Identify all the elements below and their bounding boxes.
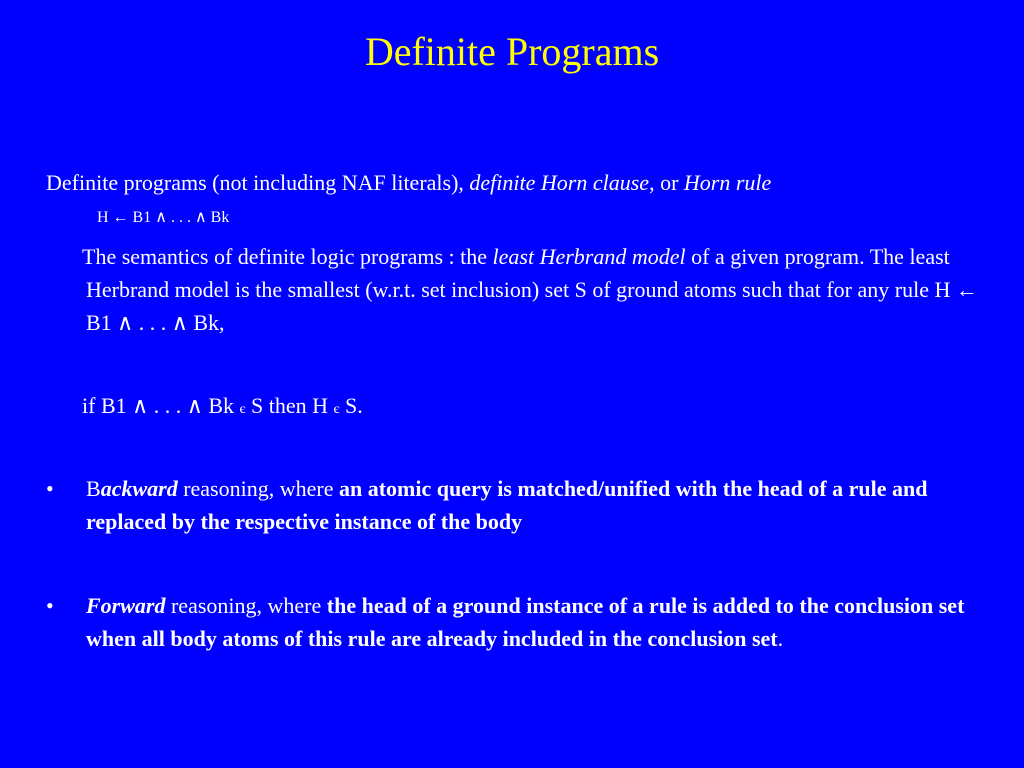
element-of-symbol: є [333, 402, 340, 417]
semantics-text-rest: of a given program. The least Herbrand model is the smallest (w.r.t. set inclusion) set S of ground atoms such that for any rule H ← B1 ∧ . . . ∧ Bk, [86, 244, 978, 335]
term-forward: Forward [86, 593, 166, 618]
bullet-tail: . [777, 626, 784, 651]
bullet-marker: • [46, 593, 54, 618]
rule-formula: H ← B1 ∧ . . . ∧ Bk [97, 209, 230, 226]
bullet-emphasis: the head of a ground instance of a rule is added to the conclusion set when all body atoms of this rule are already included in the conclusion set [86, 593, 965, 651]
bullet-middle: reasoning, where [177, 476, 339, 501]
bullet-text [86, 589, 981, 655]
term-definite-horn-clause: definite Horn clause [469, 170, 650, 195]
bullet-emphasis: an atomic query is matched/unified with the head of a rule and replaced by the respective instance of the body [86, 476, 928, 534]
intro-connector: , or [649, 170, 684, 195]
term-horn-rule: Horn rule [683, 170, 772, 195]
intro-line [46, 168, 1006, 198]
condition-part-3: S. [339, 393, 363, 418]
condition-part-2: S then H [245, 393, 334, 418]
semantics-paragraph [82, 240, 996, 339]
term-backward: ackward [100, 476, 178, 501]
bullet-lead: B [86, 476, 101, 501]
condition-part-1: if B1 ∧ . . . ∧ Bk [82, 393, 240, 418]
bullet-text [86, 472, 981, 538]
slide-title: Definite Programs [364, 29, 660, 74]
condition-line [82, 391, 363, 425]
term-least-herbrand-model: least Herbrand model [492, 244, 686, 269]
element-of-symbol: є [239, 402, 246, 417]
intro-text: Definite programs (not including NAF literals), [46, 170, 470, 195]
bullet-marker: • [46, 476, 54, 501]
bullet-middle: reasoning, where [165, 593, 327, 618]
semantics-text-start: The semantics of definite logic programs : the [82, 244, 493, 269]
